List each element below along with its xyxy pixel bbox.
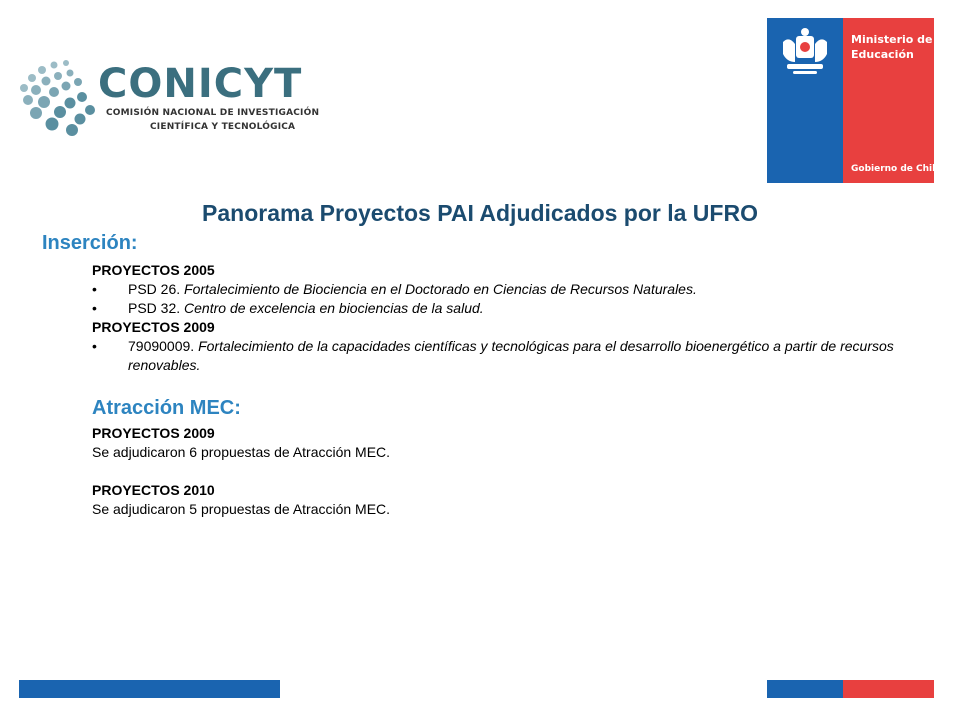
project-code: PSD 32. [128, 300, 181, 316]
chile-crest-icon [777, 22, 833, 82]
list-item [92, 299, 932, 318]
bullet-icon: • [92, 338, 97, 354]
project-description: Fortalecimiento de la capacidades científicas y tecnológicas para el desarrollo bioenergético a partir de recursos renovables. [128, 338, 894, 373]
group-text: Se adjudicaron 5 propuestas de Atracción MEC. [92, 501, 391, 517]
group-label: PROYECTOS 2009 [92, 319, 215, 335]
bullet-icon: • [92, 300, 97, 316]
conicyt-name: CONICYT [98, 61, 303, 107]
conicyt-dots-icon [14, 58, 104, 140]
project-description: Fortalecimiento de Biociencia en el Doctorado en Ciencias de Recursos Naturales. [184, 281, 697, 297]
gobierno-label: Gobierno de Chile [851, 164, 942, 174]
group-label: PROYECTOS 2005 [92, 262, 215, 278]
project-code: PSD 26. [128, 281, 181, 297]
footer-bar-left [19, 680, 280, 698]
bullet-icon: • [92, 281, 97, 297]
atraccion-section [92, 424, 932, 519]
footer-bar-red [843, 680, 934, 698]
mineduc-blue-bar [767, 84, 843, 183]
group-label: PROYECTOS 2009 [92, 425, 215, 441]
conicyt-logo [14, 58, 320, 140]
insercion-section [92, 261, 932, 375]
list-item [92, 280, 932, 299]
group-label: PROYECTOS 2010 [92, 482, 215, 498]
footer-bar-blue [767, 680, 843, 698]
group-text: Se adjudicaron 6 propuestas de Atracción MEC. [92, 444, 391, 460]
mineduc-line-2: Educación [851, 48, 914, 61]
conicyt-subtitle-1: COMISIÓN NACIONAL DE INVESTIGACIÓN [106, 108, 320, 118]
project-description: Centro de excelencia en biociencias de la salud. [184, 300, 484, 316]
project-code: 79090009. [128, 338, 195, 354]
conicyt-subtitle-2: CIENTÍFICA Y TECNOLÓGICA [150, 122, 296, 132]
spacer [92, 462, 932, 481]
page-title: Panorama Proyectos PAI Adjudicados por la UFRO [202, 200, 758, 226]
atraccion-heading: Atracción MEC: [92, 397, 241, 419]
list-item [92, 337, 932, 375]
mineduc-line-1: Ministerio de [851, 33, 933, 46]
mineduc-logo [767, 18, 942, 183]
insercion-heading: Inserción: [42, 232, 138, 254]
mineduc-name [851, 32, 933, 62]
